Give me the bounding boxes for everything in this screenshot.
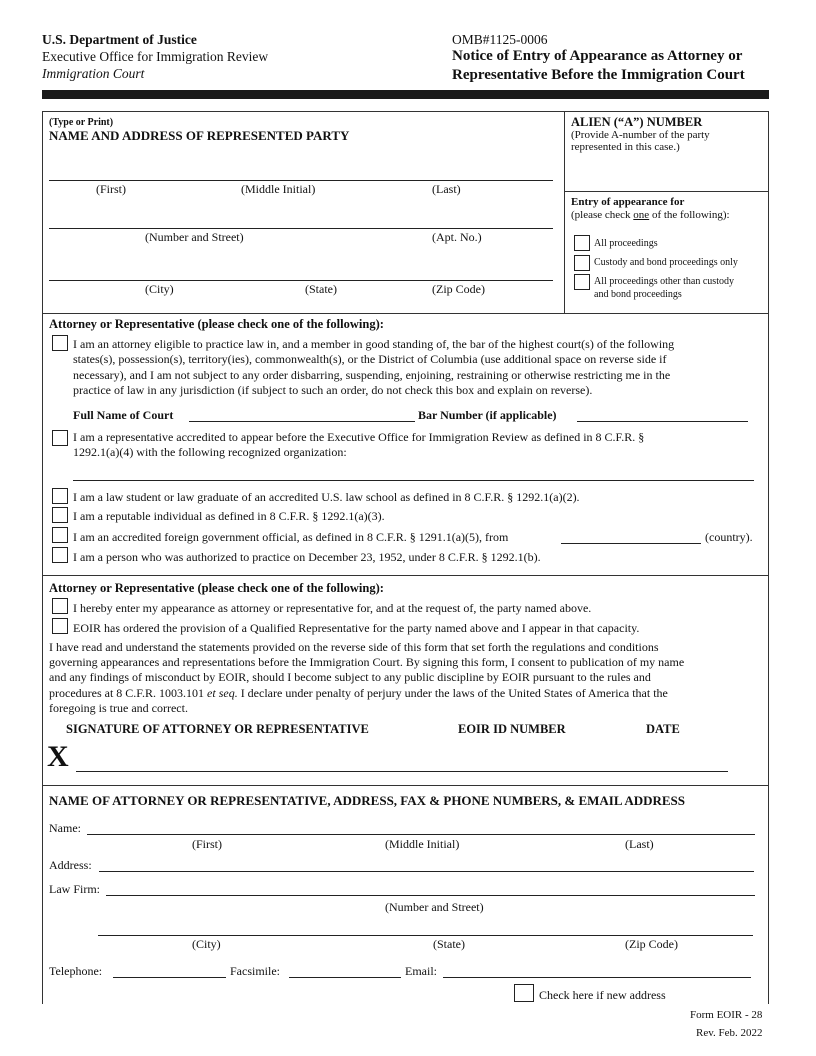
- attorney-eligible-text-3: necessary), and I am not subject to any order disbarring, suspending, enjoining, restraining or otherwise restricting me in the: [73, 368, 671, 382]
- omb-number: OMB#1125-0006: [452, 32, 548, 47]
- entry-note: (please check one of the following):: [571, 209, 730, 221]
- form-title-line1: Notice of Entry of Appearance as Attorney or: [452, 48, 743, 64]
- court-name-field[interactable]: [189, 421, 415, 422]
- eoir-id-label: EOIR ID NUMBER: [458, 722, 566, 736]
- attorney-eligible-text-2: states(s), possession(s), territory(ies), commonwealth(s), or the District of Columbia (use additional space on reverse side if: [73, 352, 667, 366]
- telephone-field[interactable]: [113, 977, 226, 978]
- new-address-label: Check here if new address: [539, 988, 666, 1002]
- party-street-field[interactable]: [49, 228, 553, 229]
- foreign-official-text: I am an accredited foreign government official, as defined in 8 C.F.R. § 1291.1(a)(5), from: [73, 530, 509, 544]
- declaration-line-4: procedures at 8 C.F.R. 1003.101 et seq. I declare under penalty of perjury under the laws of the United States of America that the: [49, 686, 668, 700]
- contact-name-field[interactable]: [87, 834, 755, 835]
- party-middle-label: (Middle Initial): [241, 182, 316, 196]
- new-address-checkbox[interactable]: [514, 984, 534, 1002]
- form-title-line2: Representative Before the Immigration Court: [452, 67, 745, 83]
- party-last-label: (Last): [432, 182, 461, 196]
- signature-field[interactable]: [76, 771, 728, 772]
- party-street-label: (Number and Street): [145, 230, 244, 244]
- department-name: U.S. Department of Justice: [42, 32, 197, 47]
- contact-address-field[interactable]: [99, 871, 754, 872]
- contact-zip-label: (Zip Code): [625, 937, 678, 951]
- bar-number-label: Bar Number (if applicable): [418, 408, 557, 422]
- party-state-label: (State): [305, 282, 337, 296]
- contact-last-label: (Last): [625, 837, 654, 851]
- qualified-rep-text: EOIR has ordered the provision of a Qualified Representative for the party named above and I appear in that capacity.: [73, 621, 640, 635]
- telephone-label: Telephone:: [49, 964, 103, 978]
- date-label: DATE: [646, 722, 680, 736]
- party-first-label: (First): [96, 182, 126, 196]
- signature-label: SIGNATURE OF ATTORNEY OR REPRESENTATIVE: [66, 722, 369, 736]
- party-heading: NAME AND ADDRESS OF REPRESENTED PARTY: [49, 128, 350, 143]
- accredited-rep-text-1: I am a representative accredited to appear before the Executive Office for Immigration Review as defined in 8 C.F.R. §: [73, 430, 645, 444]
- email-label: Email:: [405, 964, 437, 978]
- country-field[interactable]: [561, 543, 701, 544]
- contact-city-label: (City): [192, 937, 221, 951]
- entry-all-checkbox[interactable]: [574, 235, 590, 251]
- type-print-note: (Type or Print): [49, 117, 114, 128]
- party-city-field[interactable]: [49, 280, 553, 281]
- attorney-qualification-heading: Attorney or Representative (please check one of the following):: [49, 317, 384, 331]
- entry-all-label: All proceedings: [594, 238, 658, 249]
- qualified-rep-checkbox[interactable]: [52, 618, 68, 634]
- contact-street-label: (Number and Street): [385, 900, 484, 914]
- country-label: (country).: [705, 530, 753, 544]
- entry-heading: Entry of appearance for: [571, 196, 685, 208]
- contact-firm-field[interactable]: [106, 895, 755, 896]
- attorney-eligible-checkbox[interactable]: [52, 335, 68, 351]
- entry-other-checkbox[interactable]: [574, 274, 590, 290]
- party-zip-label: (Zip Code): [432, 282, 485, 296]
- revision-date: Rev. Feb. 2022: [696, 1027, 763, 1039]
- entry-other-label-2: and bond proceedings: [594, 289, 682, 300]
- court-name: Immigration Court: [42, 66, 145, 81]
- alien-number-input[interactable]: [566, 156, 766, 188]
- section-divider-2: [42, 575, 769, 576]
- contact-middle-label: (Middle Initial): [385, 837, 460, 851]
- appearance-heading: Attorney or Representative (please check one of the following):: [49, 581, 384, 595]
- enter-appearance-checkbox[interactable]: [52, 598, 68, 614]
- entry-other-label-1: All proceedings other than custody: [594, 276, 734, 287]
- email-field[interactable]: [443, 977, 751, 978]
- header-rule: [42, 90, 769, 99]
- authorized-1952-text: I am a person who was authorized to practice on December 23, 1952, under 8 C.F.R. § 1292.1(b).: [73, 550, 541, 564]
- enter-appearance-text: I hereby enter my appearance as attorney or representative for, and at the request of, the party named above.: [73, 601, 592, 615]
- signature-x-mark: X: [47, 740, 69, 773]
- reputable-individual-text: I am a reputable individual as defined in 8 C.F.R. § 1292.1(a)(3).: [73, 509, 385, 523]
- contact-address-label: Address:: [49, 858, 92, 872]
- law-student-checkbox[interactable]: [52, 488, 68, 504]
- entry-custody-label: Custody and bond proceedings only: [594, 257, 738, 268]
- declaration-line-3: and any findings of misconduct by EOIR, should I become subject to any public discipline by EOIR pursuant to the rules and: [49, 670, 651, 684]
- section-divider-alien: [564, 191, 769, 192]
- alien-number-note-2: represented in this case.): [571, 141, 680, 153]
- declaration-line-1: I have read and understand the statements provided on the reverse side of this form that set forth the regulations and conditions: [49, 640, 659, 654]
- party-name-field[interactable]: [49, 180, 553, 181]
- section-divider-1: [42, 313, 769, 314]
- contact-heading: NAME OF ATTORNEY OR REPRESENTATIVE, ADDRESS, FAX & PHONE NUMBERS, & EMAIL ADDRESS: [49, 793, 685, 808]
- section-divider-vertical: [564, 111, 565, 313]
- foreign-official-checkbox[interactable]: [52, 527, 68, 543]
- accredited-rep-text-2: 1292.1(a)(4) with the following recognized organization:: [73, 445, 347, 459]
- declaration-line-2: governing appearances and representations before the Immigration Court. By signing this form, I consent to publication of my name: [49, 655, 685, 669]
- office-name: Executive Office for Immigration Review: [42, 49, 269, 64]
- contact-first-label: (First): [192, 837, 222, 851]
- reputable-individual-checkbox[interactable]: [52, 507, 68, 523]
- section-divider-3: [42, 785, 769, 786]
- recognized-organization-field[interactable]: [73, 480, 754, 481]
- attorney-eligible-text-1: I am an attorney eligible to practice law in, and a member in good standing of, the bar of the highest court(s) of the following: [73, 337, 675, 351]
- facsimile-field[interactable]: [289, 977, 401, 978]
- accredited-rep-checkbox[interactable]: [52, 430, 68, 446]
- contact-firm-label: Law Firm:: [49, 882, 100, 896]
- bar-number-field[interactable]: [577, 421, 748, 422]
- entry-custody-checkbox[interactable]: [574, 255, 590, 271]
- declaration-line-5: foregoing is true and correct.: [49, 701, 188, 715]
- contact-name-label: Name:: [49, 821, 81, 835]
- party-apt-label: (Apt. No.): [432, 230, 482, 244]
- party-city-label: (City): [145, 282, 174, 296]
- authorized-1952-checkbox[interactable]: [52, 547, 68, 563]
- contact-city-field[interactable]: [98, 935, 753, 936]
- court-name-label: Full Name of Court: [73, 408, 174, 422]
- alien-number-note-1: (Provide A-number of the party: [571, 129, 710, 141]
- law-student-text: I am a law student or law graduate of an accredited U.S. law school as defined in 8 C.F.R. § 1292.1(a)(2).: [73, 490, 580, 504]
- facsimile-label: Facsimile:: [230, 964, 280, 978]
- form-number: Form EOIR - 28: [690, 1009, 763, 1021]
- contact-state-label: (State): [433, 937, 465, 951]
- alien-number-heading: ALIEN (“A”) NUMBER: [571, 115, 703, 129]
- attorney-eligible-text-4: practice of law in any jurisdiction (if subject to such an order, do not check this box and explain on reverse).: [73, 383, 593, 397]
